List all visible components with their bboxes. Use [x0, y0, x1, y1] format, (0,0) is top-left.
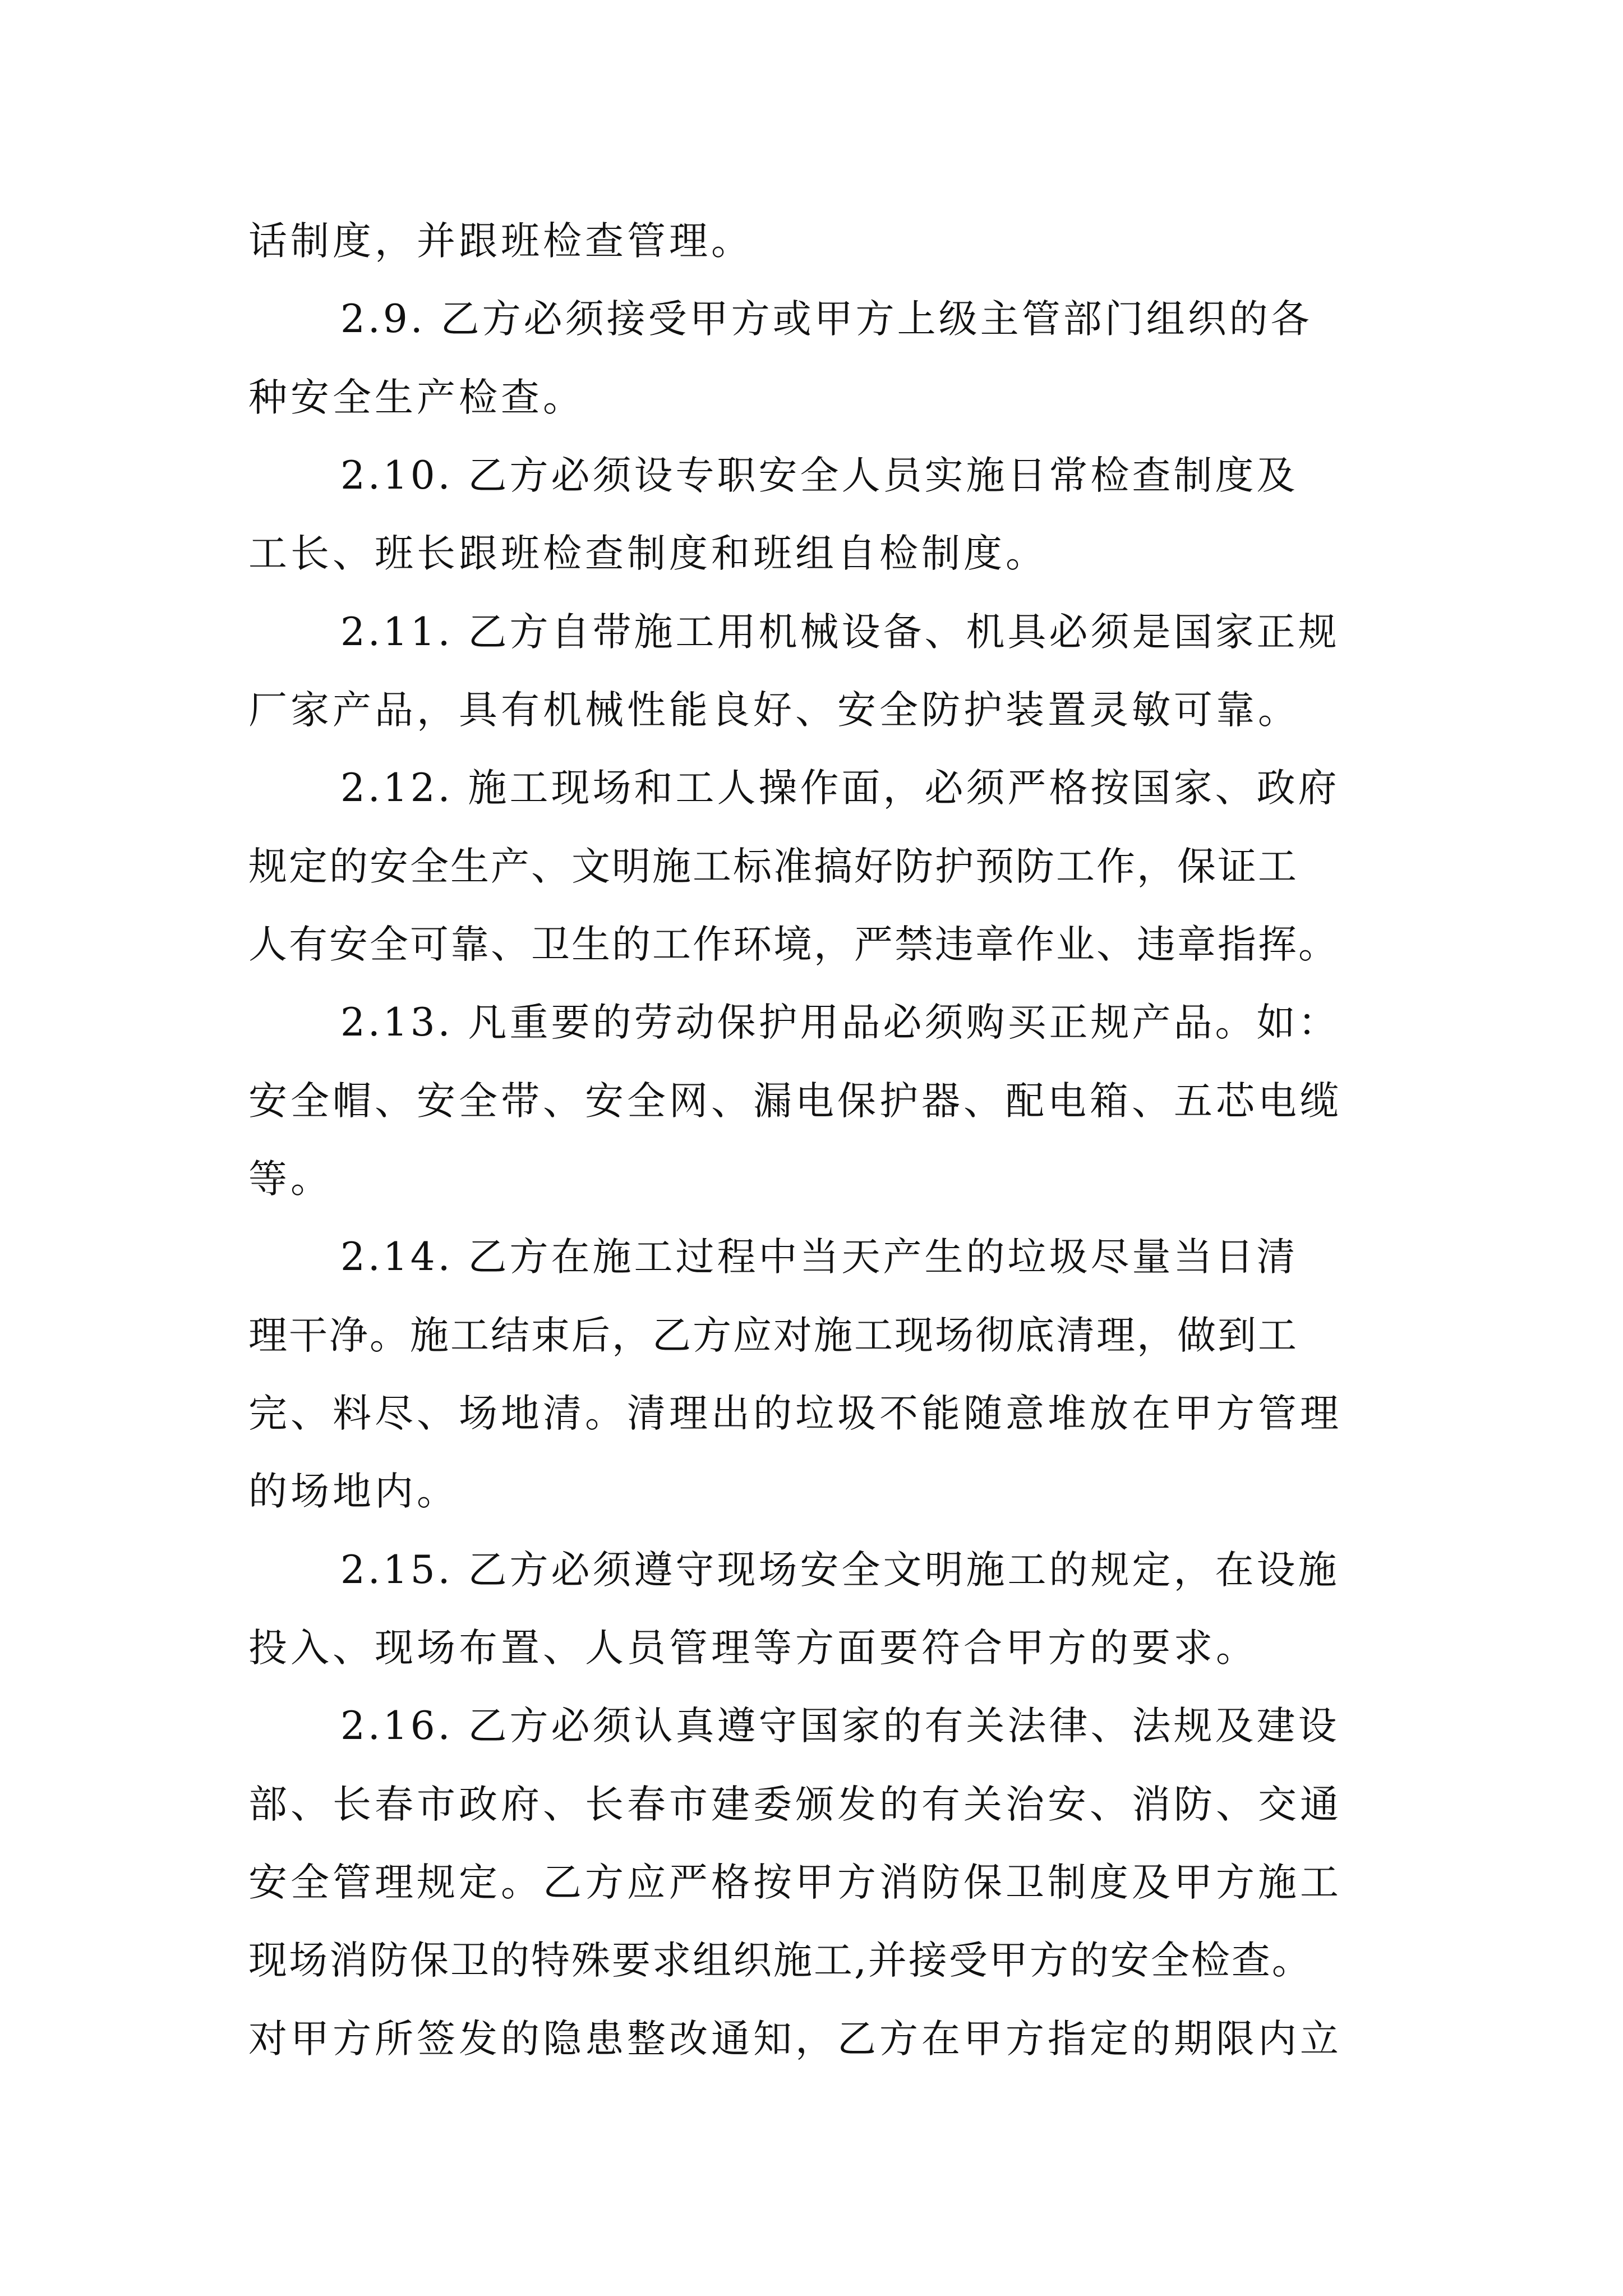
text-line: 部、长春市政府、长春市建委颁发的有关治安、消防、交通 [248, 1782, 1342, 1827]
clause-2-9-line: 2.9. 乙方必须接受甲方或甲方上级主管部门组织的各 [340, 297, 1312, 342]
clause-2-15-line: 2.15. 乙方必须遵守现场安全文明施工的规定，在设施 [340, 1548, 1340, 1593]
clause-2-14-line: 2.14. 乙方在施工过程中当天产生的垃圾尽量当日清 [340, 1235, 1298, 1280]
text-line: 安全管理规定。乙方应严格按甲方消防保卫制度及甲方施工 [248, 1860, 1342, 1905]
text-line: 种安全生产检查。 [248, 375, 585, 420]
clause-2-13-line: 2.13. 凡重要的劳动保护用品必须购买正规产品。如： [340, 1000, 1340, 1045]
text-line: 投入、现场布置、人员管理等方面要符合甲方的要求。 [248, 1626, 1258, 1671]
text-line: 工长、班长跟班检查制度和班组自检制度。 [248, 531, 1048, 576]
text-line: 对甲方所签发的隐患整改通知，乙方在甲方指定的期限内立 [248, 2017, 1342, 2062]
clause-2-10-line: 2.10. 乙方必须设专职安全人员实施日常检查制度及 [340, 453, 1298, 498]
text-line: 厂家产品，具有机械性能良好、安全防护装置灵敏可靠。 [248, 688, 1300, 733]
text-line: 完、料尽、场地清。清理出的垃圾不能随意堆放在甲方管理 [248, 1391, 1342, 1436]
text-line: 人有安全可靠、卫生的工作环境，严禁违章作业、违章指挥。 [248, 922, 1339, 967]
text-line: 话制度，并跟班检查管理。 [248, 219, 753, 264]
text-line: 现场消防保卫的特殊要求组织施工,并接受甲方的安全检查。 [248, 1938, 1312, 1983]
text-line: 等。 [248, 1157, 333, 1202]
clause-2-16-line: 2.16. 乙方必须认真遵守国家的有关法律、法规及建设 [340, 1704, 1340, 1749]
text-line: 理干净。施工结束后，乙方应对施工现场彻底清理，做到工 [248, 1313, 1298, 1358]
text-line: 的场地内。 [248, 1469, 459, 1514]
clause-2-11-line: 2.11. 乙方自带施工用机械设备、机具必须是国家正规 [340, 610, 1340, 655]
text-line: 安全帽、安全带、安全网、漏电保护器、配电箱、五芯电缆 [248, 1079, 1342, 1124]
text-line: 规定的安全生产、文明施工标准搞好防护预防工作，保证工 [248, 844, 1298, 889]
clause-2-12-line: 2.12. 施工现场和工人操作面，必须严格按国家、政府 [340, 766, 1340, 811]
